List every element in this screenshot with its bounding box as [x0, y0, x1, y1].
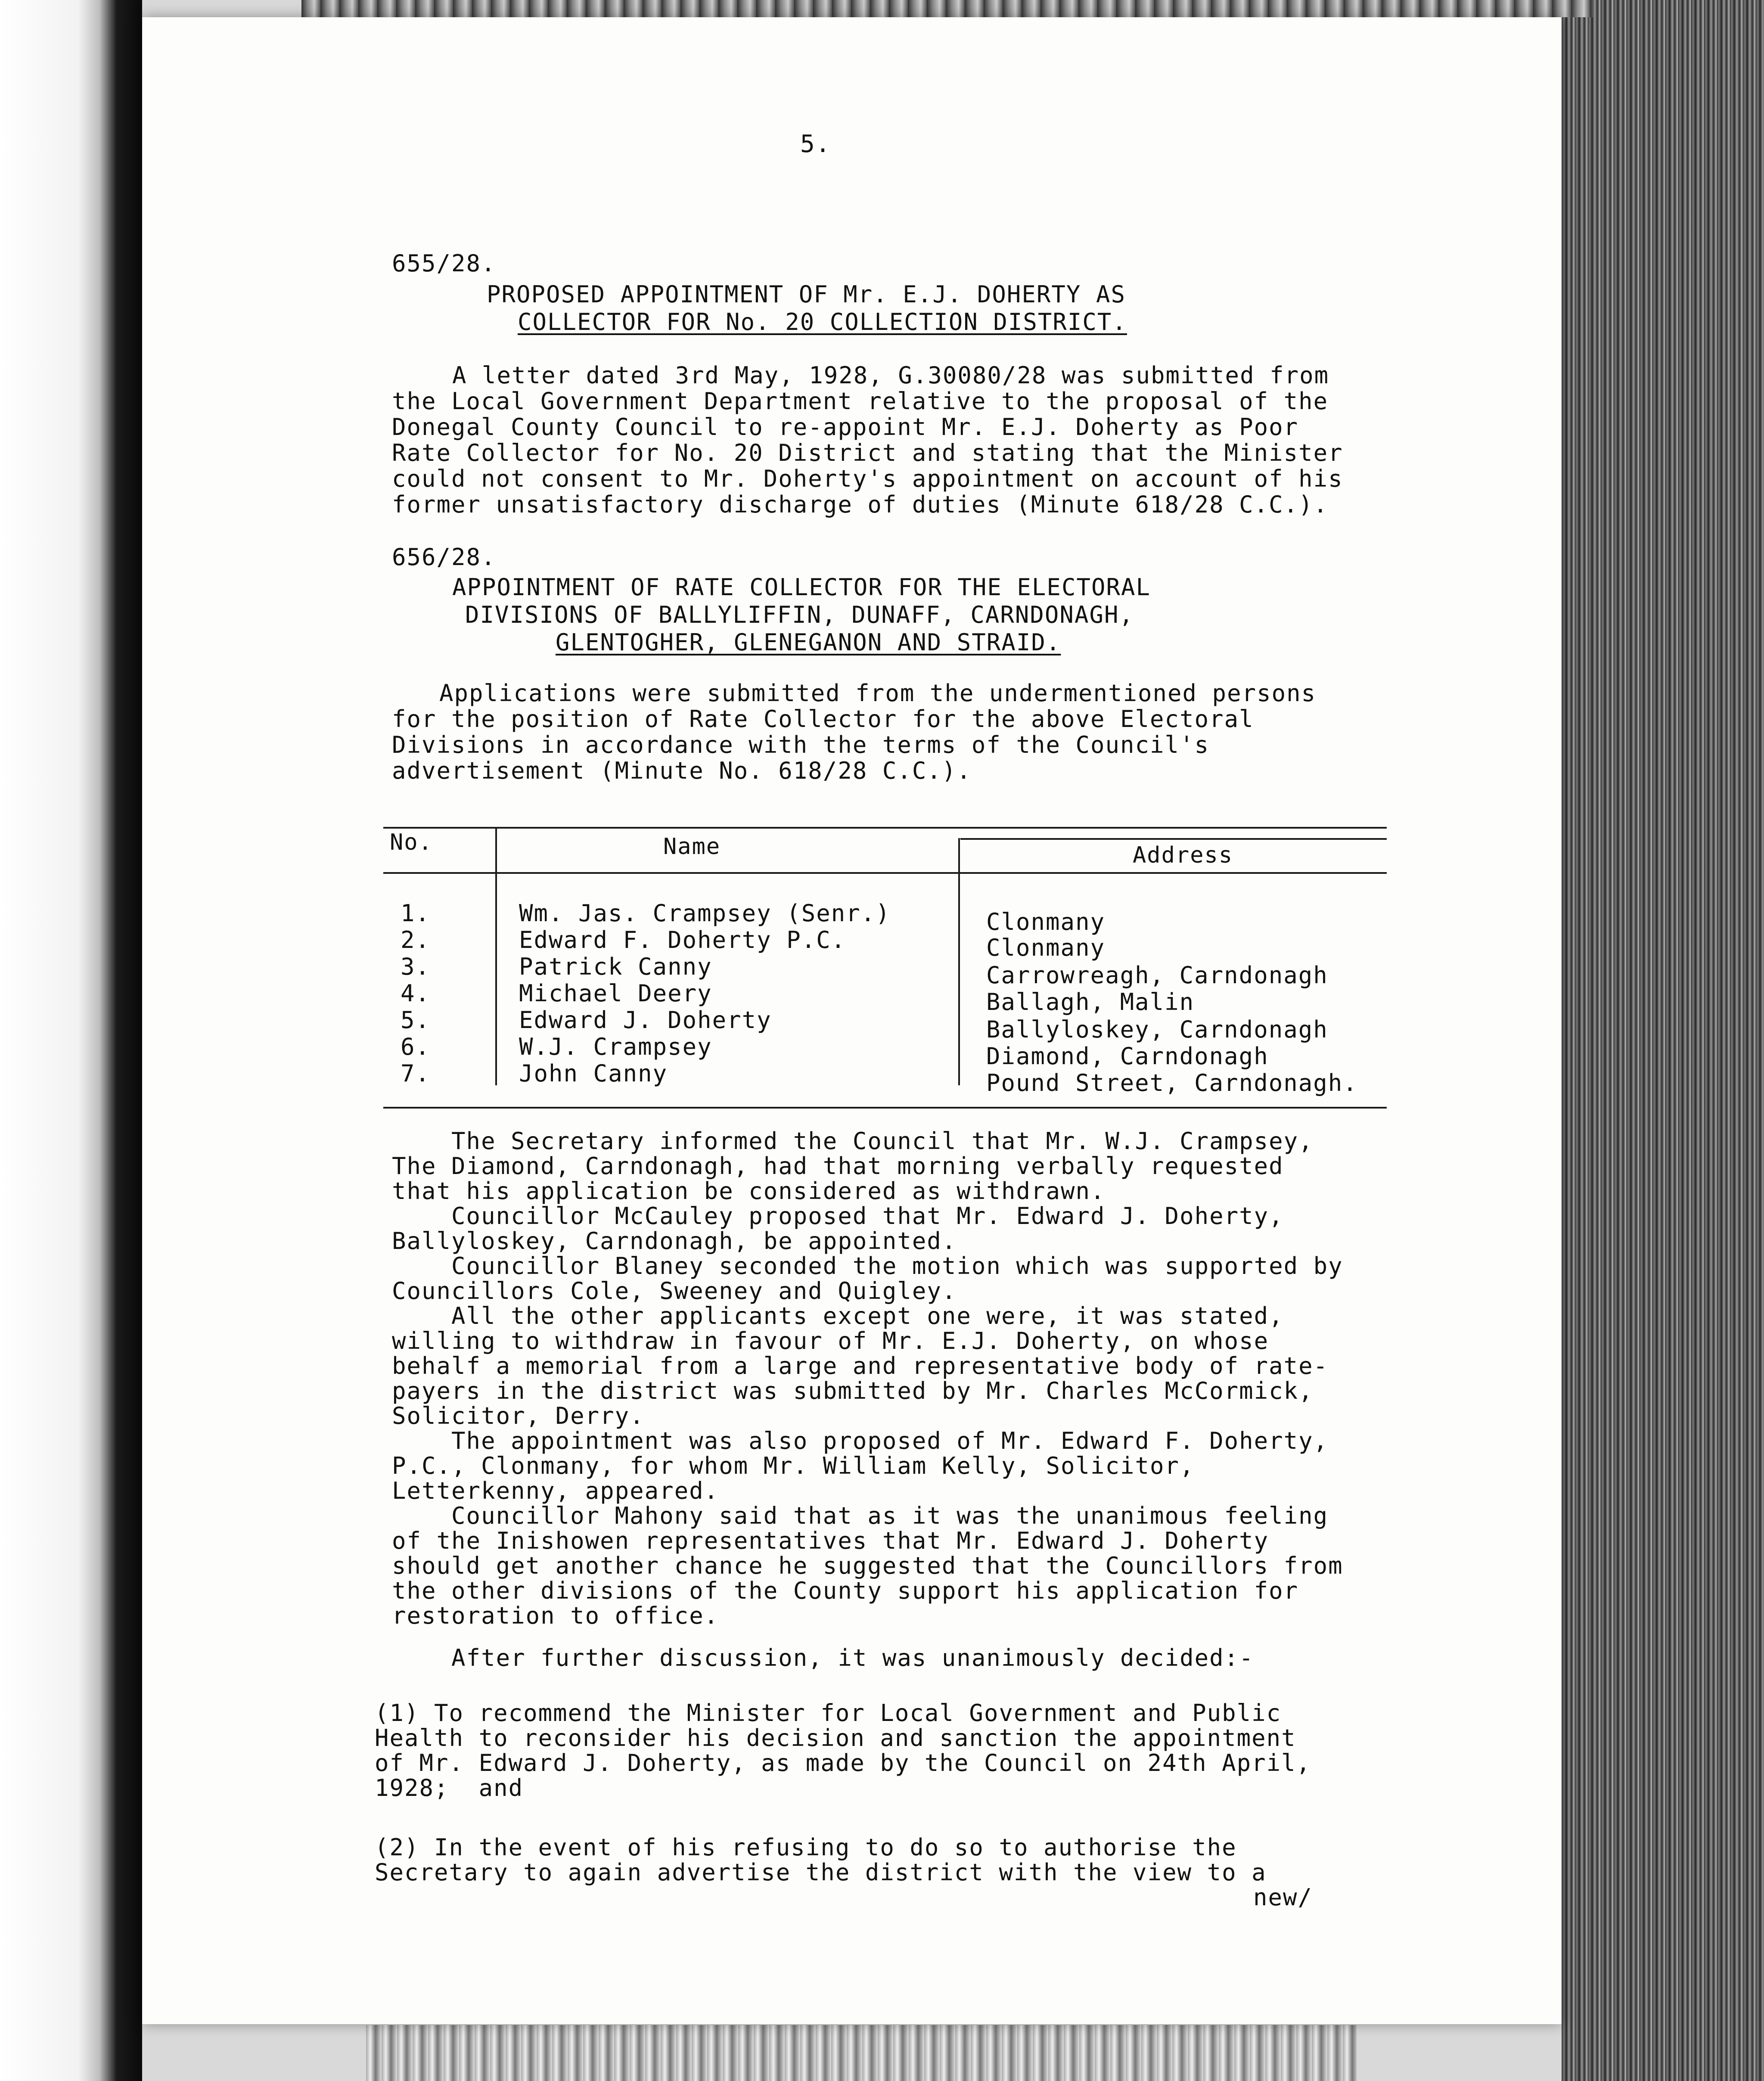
- resolution-2-line: Secretary to again advertise the district with the view to a: [375, 1859, 1267, 1886]
- minute-655-paragraph-line: could not consent to Mr. Doherty's appointment on account of his: [392, 465, 1343, 492]
- minute-655-paragraph-line: A letter dated 3rd May, 1928, G.30080/28 was submitted from: [452, 362, 1329, 389]
- scan-left-margin: [0, 0, 142, 2081]
- discussion-line: After further discussion, it was unanimously decided:-: [392, 1644, 1254, 1671]
- resolution-2-line: (2) In the event of his refusing to do so to authorise the: [375, 1834, 1237, 1861]
- table-cell-address: Clonmany: [986, 934, 1106, 961]
- discussion-line: P.C., Clonmany, for whom Mr. William Kelly, Solicitor,: [392, 1452, 1195, 1479]
- discussion-line: behalf a memorial from a large and representative body of rate-: [392, 1352, 1329, 1379]
- minute-656-heading-line3: GLENTOGHER, GLENEGANON AND STRAID.: [556, 629, 1061, 656]
- minute-656-intro-line: Applications were submitted from the undermentioned persons: [439, 680, 1317, 707]
- table-cell-no: 6.: [401, 1033, 431, 1060]
- table-column-divider: [958, 838, 960, 1085]
- table-cell-address: Carrowreagh, Carndonagh: [986, 962, 1328, 989]
- resolution-1-line: (1) To recommend the Minister for Local Government and Public: [375, 1699, 1282, 1727]
- table-cell-no: 3.: [401, 953, 431, 980]
- minute-655-paragraph-line: the Local Government Department relative to the proposal of the: [392, 388, 1329, 415]
- discussion-line: The Diamond, Carndonagh, had that morning verbally requested: [392, 1152, 1284, 1180]
- table-top-rule: [383, 827, 1387, 829]
- table-header-name: Name: [663, 834, 721, 860]
- table-cell-name: W.J. Crampsey: [519, 1033, 712, 1060]
- minute-656-intro-line: Divisions in accordance with the terms of the Council's: [392, 731, 1210, 758]
- discussion-line: willing to withdraw in favour of Mr. E.J. Doherty, on whose: [392, 1327, 1269, 1354]
- minute-656-heading-line2: DIVISIONS OF BALLYLIFFIN, DUNAFF, CARNDONAGH,: [465, 601, 1134, 628]
- table-cell-name: Edward J. Doherty: [519, 1006, 772, 1034]
- discussion-line: Councillors Cole, Sweeney and Quigley.: [392, 1277, 957, 1305]
- minute-655-paragraph-line: Rate Collector for No. 20 District and stating that the Minister: [392, 439, 1343, 466]
- table-cell-no: 4.: [401, 980, 431, 1007]
- table-header-rule: [383, 872, 1387, 874]
- scan-top-edge: [301, 0, 1593, 17]
- discussion-line: Councillor Mahony said that as it was the unanimous feeling: [392, 1502, 1329, 1529]
- discussion-line: that his application be considered as withdrawn.: [392, 1177, 1106, 1205]
- minute-655-paragraph-line: Donegal County Council to re-appoint Mr. E.J. Doherty as Poor: [392, 413, 1299, 441]
- table-cell-name: Wm. Jas. Crampsey (Senr.): [519, 900, 891, 927]
- table-header-no: No.: [390, 829, 433, 855]
- minute-655-number: 655/28.: [392, 250, 496, 277]
- scan-right-page-edges: [1562, 0, 1764, 2081]
- resolution-1-line: 1928; and: [375, 1774, 524, 1801]
- table-cell-address: Clonmany: [986, 908, 1106, 935]
- table-address-header-rule: [960, 838, 1387, 840]
- scan-bottom-edge: [366, 2025, 1357, 2081]
- discussion-line: Councillor McCauley proposed that Mr. Edward J. Doherty,: [392, 1202, 1284, 1230]
- minute-655-paragraph-line: former unsatisfactory discharge of duties (Minute 618/28 C.C.).: [392, 491, 1329, 518]
- discussion-line: All the other applicants except one were, it was stated,: [392, 1302, 1284, 1329]
- minute-656-intro-line: advertisement (Minute No. 618/28 C.C.).: [392, 757, 972, 784]
- discussion-line: Letterkenny, appeared.: [392, 1477, 719, 1504]
- table-cell-no: 2.: [401, 926, 431, 954]
- discussion-line: should get another chance he suggested that the Councillors from: [392, 1552, 1343, 1579]
- discussion-line: Councillor Blaney seconded the motion which was supported by: [392, 1252, 1343, 1280]
- minute-655-heading-line2: COLLECTOR FOR No. 20 COLLECTION DISTRICT.: [518, 308, 1127, 335]
- discussion-line: The appointment was also proposed of Mr. Edward F. Doherty,: [392, 1427, 1329, 1454]
- minute-656-intro-line: for the position of Rate Collector for the above Electoral: [392, 705, 1254, 733]
- table-column-divider: [495, 827, 497, 1085]
- table-cell-name: Patrick Canny: [519, 953, 712, 980]
- table-cell-address: Pound Street, Carndonagh.: [986, 1069, 1358, 1096]
- discussion-line: Solicitor, Derry.: [392, 1402, 645, 1429]
- resolution-1-line: of Mr. Edward J. Doherty, as made by the Council on 24th April,: [375, 1749, 1311, 1777]
- discussion-line: The Secretary informed the Council that Mr. W.J. Crampsey,: [392, 1127, 1314, 1155]
- discussion-line: of the Inishowen representatives that Mr. Edward J. Doherty: [392, 1527, 1269, 1554]
- discussion-line: Ballyloskey, Carndonagh, be appointed.: [392, 1227, 957, 1255]
- table-cell-address: Diamond, Carndonagh: [986, 1043, 1269, 1070]
- table-cell-no: 1.: [401, 900, 431, 927]
- table-bottom-rule: [383, 1107, 1387, 1109]
- minute-656-heading-line1: APPOINTMENT OF RATE COLLECTOR FOR THE ELECTORAL: [452, 574, 1151, 601]
- table-cell-name: Edward F. Doherty P.C.: [519, 926, 846, 954]
- table-cell-address: Ballyloskey, Carndonagh: [986, 1016, 1328, 1043]
- table-cell-no: 7.: [401, 1060, 431, 1087]
- catchword: new/: [1253, 1884, 1313, 1911]
- table-cell-address: Ballagh, Malin: [986, 988, 1195, 1016]
- document-page: [142, 17, 1562, 2024]
- table-cell-name: Michael Deery: [519, 980, 712, 1007]
- resolution-1-line: Health to reconsider his decision and sanction the appointment: [375, 1724, 1296, 1752]
- table-cell-name: John Canny: [519, 1060, 668, 1087]
- discussion-line: the other divisions of the County support his application for: [392, 1577, 1299, 1604]
- page-number: 5.: [800, 130, 831, 158]
- minute-656-number: 656/28.: [392, 544, 496, 571]
- discussion-line: payers in the district was submitted by Mr. Charles McCormick,: [392, 1377, 1314, 1404]
- minute-655-heading-line1: PROPOSED APPOINTMENT OF Mr. E.J. DOHERTY AS: [487, 281, 1126, 308]
- discussion-line: restoration to office.: [392, 1602, 719, 1629]
- table-header-address: Address: [1133, 842, 1233, 868]
- table-cell-no: 5.: [401, 1006, 431, 1034]
